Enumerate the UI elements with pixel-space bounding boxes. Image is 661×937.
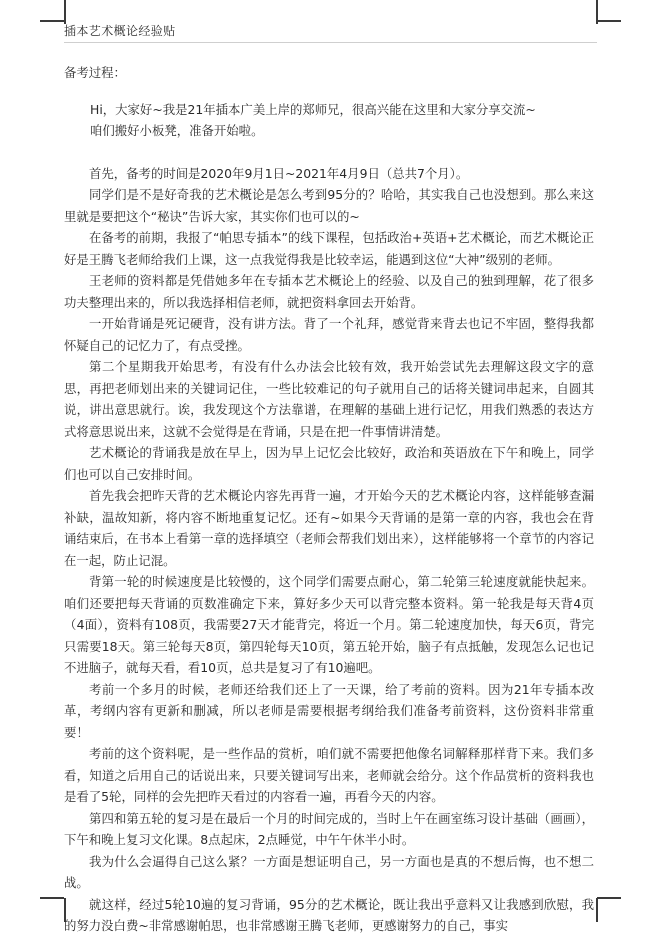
intro-line: 咱们搬好小板凳，准备开始啦。 [90, 123, 264, 138]
paragraph: 第四和第五轮的复习是在最后一个月的时间完成的，当时上午在画室练习设计基础（画画），下午和晚上复习文化课。8点起床，2点睡觉，中午午休半小时。 [64, 810, 594, 847]
crop-mark-top-right-h [597, 20, 621, 22]
intro-block [64, 99, 594, 142]
paragraph: 就这样，经过5轮10遍的复习背诵，95分的艺术概论，既让我出乎意料又让我感到欣慰，我的努力没白费~非常感谢帕思，也非常感谢王腾飞老师，更感谢努力的自己，事实 [64, 896, 594, 933]
paragraph: 首先，备考的时间是2020年9月1日~2021年4月9日（总共7个月）。 [89, 165, 469, 181]
paragraph: 王老师的资料都是凭借她多年在专插本艺术概论上的经验、以及自己的独到理解，花了很多功夫整理出来的，所以我选择相信老师，就把资料拿回去开始背。 [64, 273, 594, 310]
header-divider [64, 42, 597, 43]
intro-line: Hi，大家好~我是21年插本广美上岸的郑师兄，很高兴能在这里和大家分享交流~ [90, 101, 536, 117]
paragraph: 同学们是不是好奇我的艺术概论是怎么考到95分的？哈哈，其实我自己也没想到。那么来这里就是要把这个“秘诀”告诉大家，其实你们也可以的~ [64, 187, 594, 224]
paragraph: 考前一个多月的时候，老师还给我们还上了一天课，给了考前的资料。因为21年专插本改革，考纲内容有更新和删减，所以老师是需要根据考纲给我们准备考前资料，这份资料非常重要！ [64, 681, 594, 740]
paragraph: 第二个星期我开始思考，有没有什么办法会比较有效，我开始尝试先去理解这段文字的意思，再把老师划出来的关键词记住，一些比较难记的句子就用自己的话将关键词串起来，自圆其说，讲出意思就行。诶，我发现这个方法靠谱，在理解的基础上进行记忆，用我们熟悉的表达方式将意思说出来，这就不会觉得是在背诵，只是在把一件事情讲清楚。 [64, 359, 594, 439]
crop-mark-bottom-left-h [40, 897, 64, 899]
paragraph: 考前的这个资料呢，是一些作品的赏析，咱们就不需要把他像名词解释那样背下来。我们多看，知道之后用自己的话说出来，只要关键词写出来，老师就会给分。这个作品赏析的资料我也是看了5轮，同样的会先把昨天看过的内容看一遍，再看今天的内容。 [64, 746, 594, 804]
crop-mark-top-right-v [596, 0, 598, 24]
paragraph: 在备考的前期，我报了“帕思专插本”的线下课程，包括政治+英语+艺术概论，而艺术概论正好是王腾飞老师给我们上课，这一点我觉得我是比较幸运，能遇到这位“大神”级别的老师。 [64, 230, 594, 267]
paragraph: 一开始背诵是死记硬背，没有讲方法。背了一个礼拜，感觉背来背去也记不牢固，整得我都怀疑自己的记忆力了，有点受挫。 [64, 316, 594, 353]
paragraph: 背第一轮的时候速度是比较慢的，这个同学们需要点耐心，第二轮第三轮速度就能快起来。咱们还要把每天背诵的页数准确定下来，算好多少天可以背完整本资料。第一轮我是每天背4页（4面），资料有108页，我需要27天才能背完，将近一个月。第二轮速度加快，每天6页，背完只需要18天。第三轮每天8页，第四轮每天10页，第五轮开始，脑子有点抵触，发现怎么记也记不进脑子，就每天看，看10页，总共是复习了有10遍吧。 [64, 574, 594, 675]
paragraph: 首先我会把昨天背的艺术概论内容先再背一遍，才开始今天的艺术概论内容，这样能够查漏补缺，温故知新，将内容不断地重复记忆。还有~如果今天背诵的是第一章的内容，我也会在背诵结束后，在书本上看第一章的选择填空（老师会帮我们划出来），这样能够将一个章节的内容记在一起，防止记混。 [64, 488, 594, 568]
document-body [64, 62, 594, 937]
paragraph: 艺术概论的背诵我是放在早上，因为早上记忆会比较好，政治和英语放在下午和晚上，同学们也可以自己安排时间。 [64, 445, 594, 482]
running-header: 插本艺术概论经验贴 [64, 24, 176, 38]
crop-mark-top-left-v [64, 0, 66, 24]
crop-mark-top-left-h [40, 20, 64, 22]
crop-mark-bottom-right-h [597, 897, 621, 899]
crop-mark-bottom-right-v [596, 898, 598, 922]
paragraph: 我为什么会逼得自己这么紧？一方面是想证明自己，另一方面也是真的不想后悔，也不想二战。 [64, 853, 594, 890]
section-title: 备考过程： [64, 65, 126, 80]
